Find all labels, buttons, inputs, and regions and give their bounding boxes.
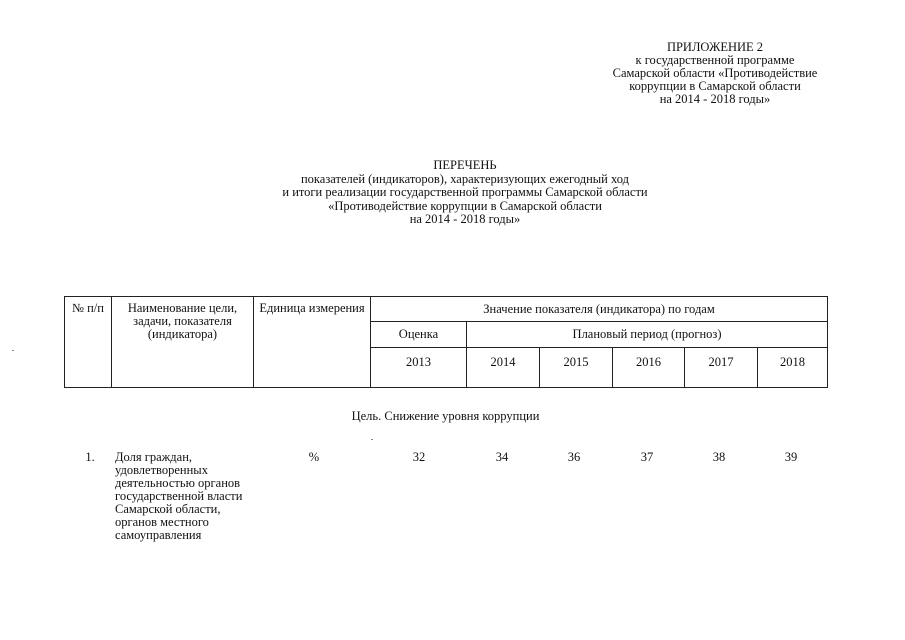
row-value-2016: 37 — [640, 450, 654, 464]
indicator-header-table — [64, 296, 828, 388]
title-line: и итоги реализации государственной программы Самарской области — [282, 185, 648, 199]
goal-heading: Цель. Снижение уровня коррупции — [351, 409, 540, 423]
row-indicator-name: Доля граждан, удовлетворенных деятельностью органов государственной власти Самарской области, органов местного самоуправления — [115, 450, 243, 542]
header-year: 2017 — [685, 348, 758, 388]
row-value-2018: 39 — [784, 450, 798, 464]
appendix-line: к государственной программе — [635, 53, 795, 67]
header-year: 2013 — [371, 348, 467, 388]
header-year: 2018 — [758, 348, 828, 388]
document-title — [240, 159, 690, 227]
appendix-header — [560, 41, 870, 106]
appendix-line: коррупции в Самарской области — [629, 79, 801, 93]
appendix-line: Самарской области «Противодействие — [612, 66, 818, 80]
row-number: 1. — [85, 450, 95, 464]
header-num: № п/п — [65, 297, 112, 388]
appendix-line: ПРИЛОЖЕНИЕ 2 — [666, 40, 764, 54]
row-unit: % — [308, 450, 320, 464]
header-plan: Плановый период (прогноз) — [467, 322, 828, 348]
row-value-2017: 38 — [712, 450, 726, 464]
header-estimate: Оценка — [371, 322, 467, 348]
title-line: «Противодействие коррупции в Самарской области — [328, 198, 602, 213]
scan-speck — [12, 350, 14, 351]
row-value-2013: 32 — [412, 450, 426, 464]
header-year: 2016 — [613, 348, 685, 388]
title-line: показателей (индикаторов), характеризующих ежегодный ход — [300, 171, 629, 186]
appendix-line: на 2014 - 2018 годы» — [659, 92, 771, 106]
header-unit: Единица измерения — [254, 297, 371, 388]
row-value-2015: 36 — [567, 450, 581, 464]
header-values: Значение показателя (индикатора) по годам — [371, 297, 828, 322]
scan-speck — [371, 439, 373, 440]
header-year: 2015 — [540, 348, 613, 388]
title-heading: ПЕРЕЧЕНЬ — [433, 158, 497, 172]
title-line: на 2014 - 2018 годы» — [409, 212, 521, 226]
row-value-2014: 34 — [495, 450, 509, 464]
header-name: Наименование цели, задачи, показателя (индикатора) — [112, 297, 254, 388]
header-year: 2014 — [467, 348, 540, 388]
